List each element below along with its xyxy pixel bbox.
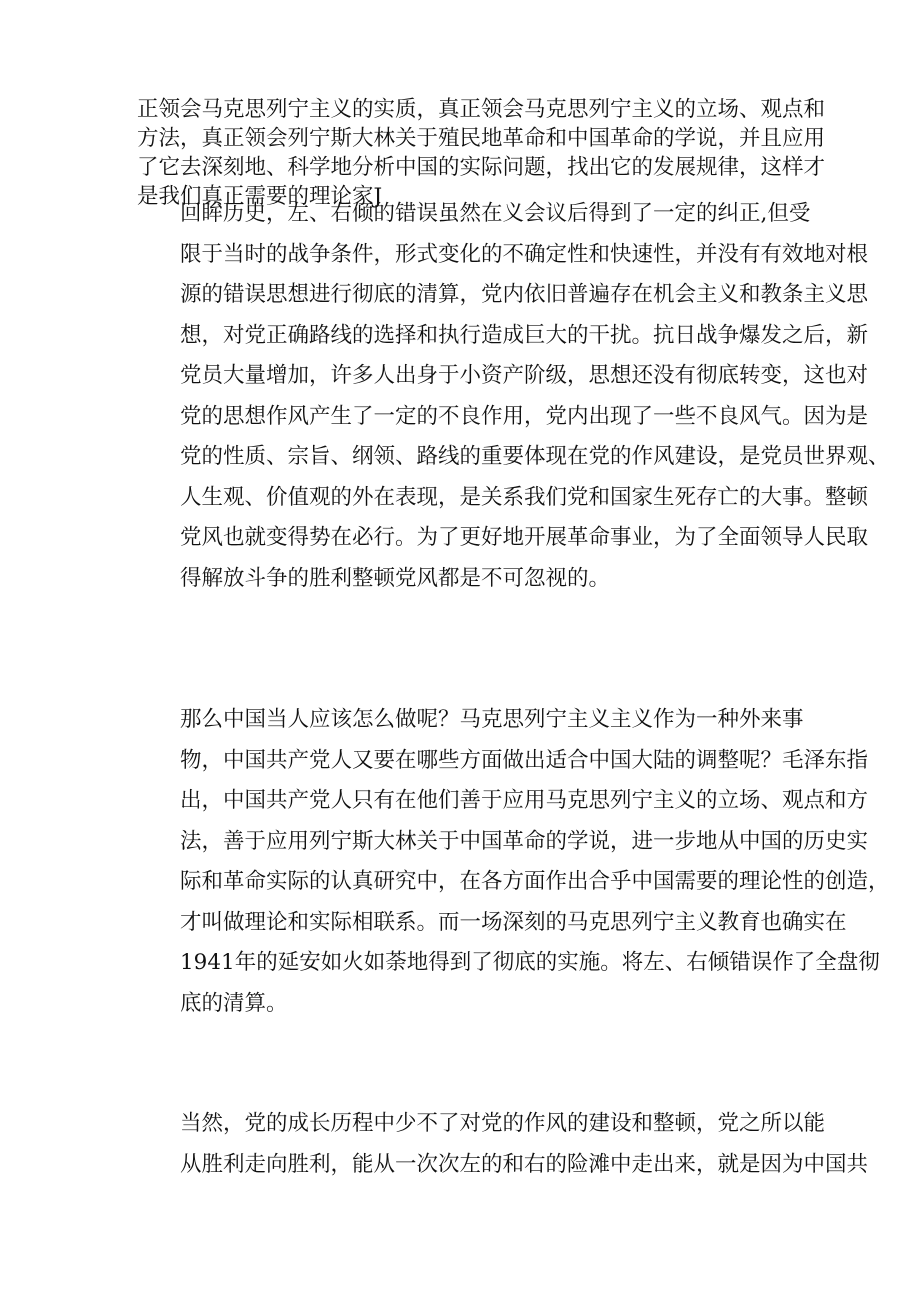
text-line: 当然，党的成长历程中少不了对党的作风的建设和整顿，党之所以能 [180,1111,826,1136]
text-line: 党风也就变得势在必行。为了更好地开展革命事业，为了全面领导人民取 [180,525,869,550]
text-line: 了它去深刻地、科学地分析中国的实际问题，找出它的发展规律，这样才 [137,155,826,180]
paragraph-2 [137,194,890,599]
text-line: 源的错误思想进行彻底的清算，党内依旧普遍存在机会主义和教条主义思 [180,282,869,307]
text-line: 法，善于应用列宁斯大林关于中国革命的学说，进一步地从中国的历史实 [180,828,869,854]
paragraph-3 [137,700,890,1024]
text-line: 想，对党正确路线的选择和执行造成巨大的干扰。抗日战争爆发之后，新 [180,322,869,348]
text-line: 是我们真正需要的理论家J [137,184,383,209]
text-line: 党员大量增加，许多人出身于小资产阶级，思想还没有彻底转变，这也对 [180,363,869,388]
text-line: 党的思想作风产生了一定的不良作用，党内出现了一些不良风气。因为是 [180,403,869,429]
text-line: 从胜利走向胜利，能从一次次左的和右的险滩中走出来，就是因为中国共 [180,1151,869,1177]
text-line: 出，中国共产党人只有在他们善于应用马克思列宁主义的立场、观点和方 [180,788,869,813]
text-line: 人生观、价值观的外在表现，是关系我们党和国家生死存亡的大事。整顿 [180,484,869,510]
text-line: 底的清算。 [180,990,288,1016]
text-line: 1941年的延安如火如荼地得到了彻底的实施。将左、右倾错误作了全盘彻 [180,950,880,975]
text-line: 方法，真正领会列宁斯大林关于殖民地革命和中国革命的学说，并且应用 [137,126,826,151]
text-line: 限于当时的战争条件，形式变化的不确定性和快速性，并没有有效地对根 [180,241,869,267]
text-line: 党的性质、宗旨、纲领、路线的重要体现在党的作风建设，是党员世界观、 [180,444,890,469]
text-line: 回眸历史，左、右倾的错误虽然在义会议后得到了一定的纠正,但受 [180,201,811,226]
text-line: 正领会马克思列宁主义的实质，真正领会马克思列宁主义的立场、观点和 [137,97,826,122]
text-line: 那么中国当人应该怎么做呢？马克思列宁主义主义作为一种外来事 [180,707,804,732]
text-line: 得解放斗争的胜利整顿党风都是不可忽视的。 [180,565,611,591]
text-line: 物，中国共产党人又要在哪些方面做出适合中国大陆的调整呢？毛泽东指 [180,747,869,773]
text-line: 才叫做理论和实际相联系。而一场深刻的马克思列宁主义教育也确实在 [180,909,847,935]
paragraph-4 [137,1104,869,1185]
text-line: 际和革命实际的认真研究中，在各方面作出合乎中国需要的理论性的创造， [180,869,890,894]
